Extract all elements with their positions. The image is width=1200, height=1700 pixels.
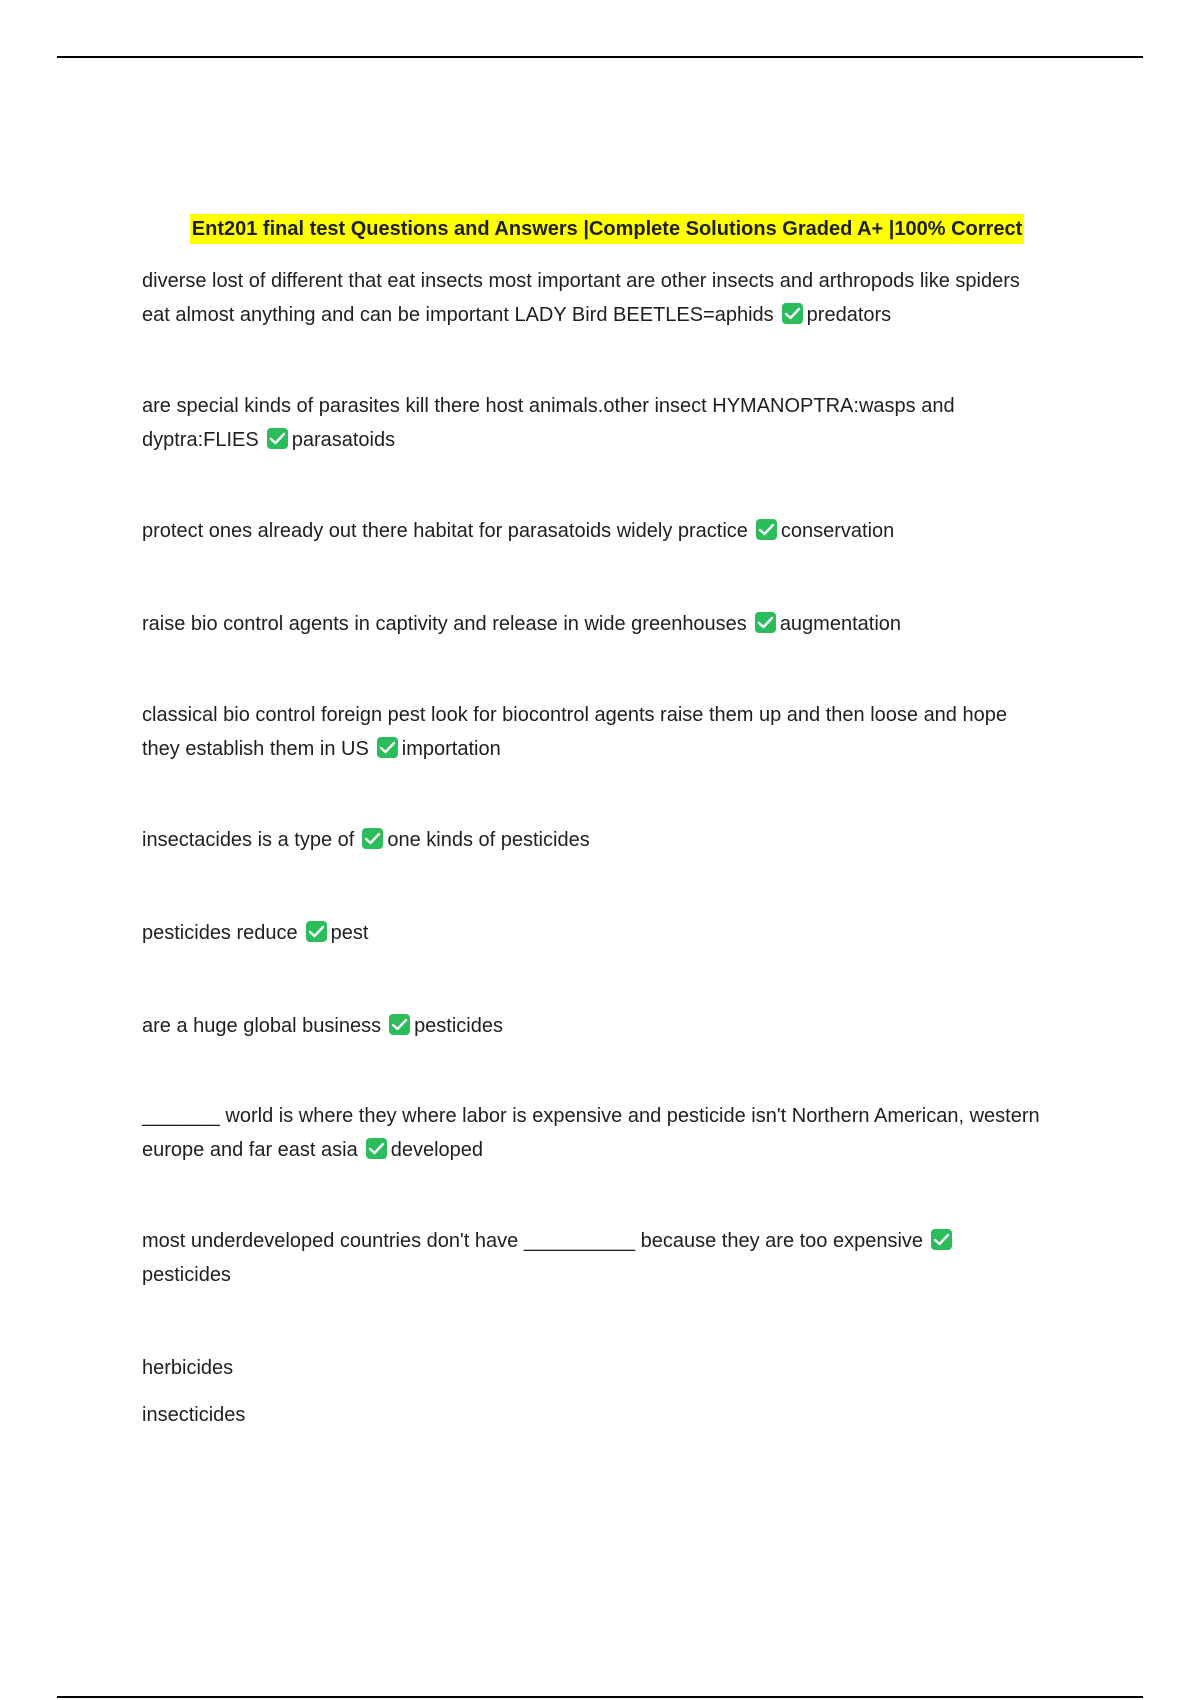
question-text: insectacides is a type of xyxy=(142,829,355,851)
check-icon xyxy=(782,303,803,324)
qa-item xyxy=(142,389,1042,457)
question-text: raise bio control agents in captivity and release in wide greenhouses xyxy=(142,613,747,635)
answer-text: predators xyxy=(806,304,892,326)
option-line: insecticides xyxy=(142,1404,246,1426)
question-text: classical bio control foreign pest look for biocontrol agents raise them up and then loose and hope they establish them in US xyxy=(142,704,1007,760)
check-icon xyxy=(366,1138,387,1159)
qa-item xyxy=(142,823,1042,857)
document-body xyxy=(142,214,1042,1432)
question-text: pesticides reduce xyxy=(142,922,298,944)
document-title: Ent201 final test Questions and Answers |Complete Solutions Graded A+ |100% Correct xyxy=(190,214,1024,244)
qa-item xyxy=(142,607,1042,641)
answer-text: parasatoids xyxy=(291,429,396,451)
header-rule xyxy=(57,56,1143,58)
question-text: most underdeveloped countries don't have __________ because they are too expensive xyxy=(142,1230,924,1252)
answer-text: pest xyxy=(330,922,369,944)
answer-text: importation xyxy=(401,738,501,760)
check-icon xyxy=(267,428,288,449)
question-text: are a huge global business xyxy=(142,1015,382,1037)
answer-text: augmentation xyxy=(779,613,902,635)
check-icon xyxy=(755,612,776,633)
check-icon xyxy=(931,1229,952,1250)
qa-item xyxy=(142,698,1042,766)
check-icon xyxy=(362,828,383,849)
qa-item xyxy=(142,1009,1042,1043)
question-text: diverse lost of different that eat insects most important are other insects and arthropods like spiders eat almost anything and can be important LADY Bird BEETLES=aphids xyxy=(142,270,1020,326)
qa-list xyxy=(142,264,1042,1292)
answer-text: conservation xyxy=(780,520,895,542)
check-icon xyxy=(756,519,777,540)
option-line: herbicides xyxy=(142,1357,234,1379)
trailing-lines xyxy=(142,1351,1042,1432)
answer-text: pesticides xyxy=(414,1015,503,1037)
answer-text: pesticides xyxy=(142,1264,231,1286)
question-text: _______ world is where they where labor is expensive and pesticide isn't Northern American, western europe and far east asia xyxy=(142,1105,1040,1161)
qa-item xyxy=(142,514,1042,548)
qa-item xyxy=(142,916,1042,950)
question-text: protect ones already out there habitat for parasatoids widely practice xyxy=(142,520,748,542)
qa-item xyxy=(142,1099,1042,1167)
footer-rule xyxy=(57,1696,1143,1698)
qa-item xyxy=(142,264,1042,332)
answer-text: one kinds of pesticides xyxy=(387,829,590,851)
check-icon xyxy=(389,1014,410,1035)
title-wrap xyxy=(172,214,1042,244)
qa-item xyxy=(142,1224,1042,1292)
question-text: are special kinds of parasites kill there host animals.other insect HYMANOPTRA:wasps and dyptra:FLIES xyxy=(142,395,955,451)
check-icon xyxy=(377,737,398,758)
answer-text: developed xyxy=(390,1139,484,1161)
check-icon xyxy=(306,921,327,942)
